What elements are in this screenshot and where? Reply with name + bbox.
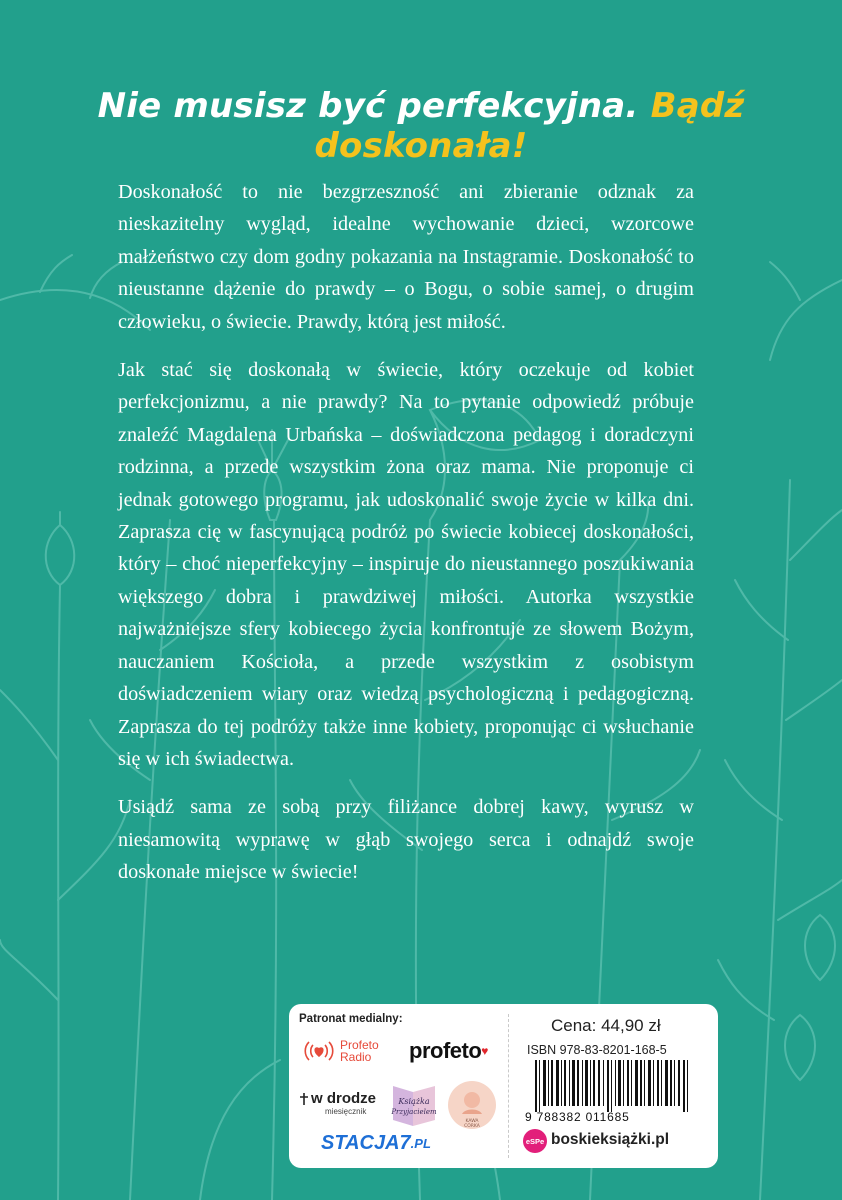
media-patronage-label: Patronat medialny: bbox=[299, 1013, 403, 1025]
barcode-digits: 9 788382 011685 bbox=[525, 1110, 630, 1124]
blurb bbox=[118, 176, 694, 905]
headline-main: Nie musisz być perfekcyjna. bbox=[97, 86, 639, 126]
kawa-line1: KAWA bbox=[465, 1119, 479, 1124]
ksiazka-line2: Przyjacielem bbox=[391, 1108, 437, 1116]
ksiazka-line1: Książka bbox=[398, 1097, 430, 1106]
blurb-paragraph-2: Jak stać się doskonałą w świecie, który oczekuje od kobiet perfekcjonizmu, a nie prawdy? Na to pytanie odpowiedź próbuje znaleźć Magdalena Urbańska – doświadczona pedagog i doradczyni rodzinna, a przede wszystkim żona oraz mama. Nie proponuje ci jednak gotowego programu, jak udoskonalić swoje życie w kilka dni. Zaprasza cię w fascynującą podróż po świecie kobiecej doskonałości, który – choć nieperfekcyjny – inspiruje do nieustannego poszukiwania większego dobra i prawdziwej miłości. Autorka wszystkie najważniejsze sfery kobiecego życia konfrontuje ze słowem Bożym, nauczaniem Kościoła, a przede wszystkim z osobistym doświadczeniem wiary oraz wiedzą psychologiczną i pedagogiczną. Zaprasza do tej podróży także inne kobiety, proponując ci wsłuchanie się w ich świadectwa. bbox=[118, 359, 694, 770]
price: Cena: 44,90 zł bbox=[551, 1016, 661, 1035]
wdrodze-wordmark: w drodze bbox=[311, 1090, 377, 1107]
profeto-radio-logo bbox=[301, 1038, 379, 1064]
stacja7-suffix: .PL bbox=[410, 1136, 431, 1151]
radio-waves-heart-icon bbox=[301, 1038, 337, 1064]
info-panel bbox=[289, 1004, 718, 1168]
wdrodze-subtitle: miesięcznik bbox=[325, 1107, 367, 1116]
stacja7-logo bbox=[321, 1132, 431, 1155]
panel-divider bbox=[508, 1014, 509, 1158]
stacja7-wordmark: STACJA7 bbox=[321, 1132, 411, 1154]
headline-accent: Bądź doskonała! bbox=[314, 86, 745, 166]
ksiazka-przyjacielem-logo bbox=[389, 1082, 439, 1128]
profeto-radio-line1: Profeto bbox=[340, 1038, 379, 1052]
heart-icon: ♥ bbox=[481, 1044, 488, 1058]
boskieksiazki-logo: boskieksiążki.pl bbox=[551, 1131, 670, 1148]
blurb-paragraph-3: Usiądź sama ze sobą przy filiżance dobrej kawy, wyrusz w niesamowitą wyprawę w głąb swojego serca i odnajdź swoje doskonałe miejsce w świecie! bbox=[118, 796, 694, 884]
profeto-wordmark: profeto bbox=[409, 1038, 482, 1063]
isbn: ISBN 978-83-8201-168-5 bbox=[527, 1043, 667, 1057]
espe-logo: eSPe bbox=[523, 1129, 547, 1153]
blurb-paragraph-1: Doskonałość to nie bezgrzeszność ani zbieranie odznak za nieskazitelny wygląd, idealne wychowanie dzieci, wzorcowe małżeństwo czy dom godny pokazania na Instagramie. Doskonałość to nieustanne dążenie do prawdy – o Bogu, o sobie samej, o drugim człowieku, o świecie. Prawdy, którą jest miłość. bbox=[118, 181, 694, 333]
profeto-logo bbox=[409, 1038, 488, 1064]
cross-icon bbox=[299, 1092, 309, 1106]
wdrodze-logo bbox=[299, 1090, 376, 1116]
kawa-line2: CÓRKA bbox=[464, 1124, 480, 1129]
profeto-radio-line2: Radio bbox=[340, 1050, 372, 1064]
kawa-corka-logo bbox=[447, 1080, 497, 1130]
barcode bbox=[533, 1060, 693, 1112]
headline bbox=[0, 86, 842, 166]
